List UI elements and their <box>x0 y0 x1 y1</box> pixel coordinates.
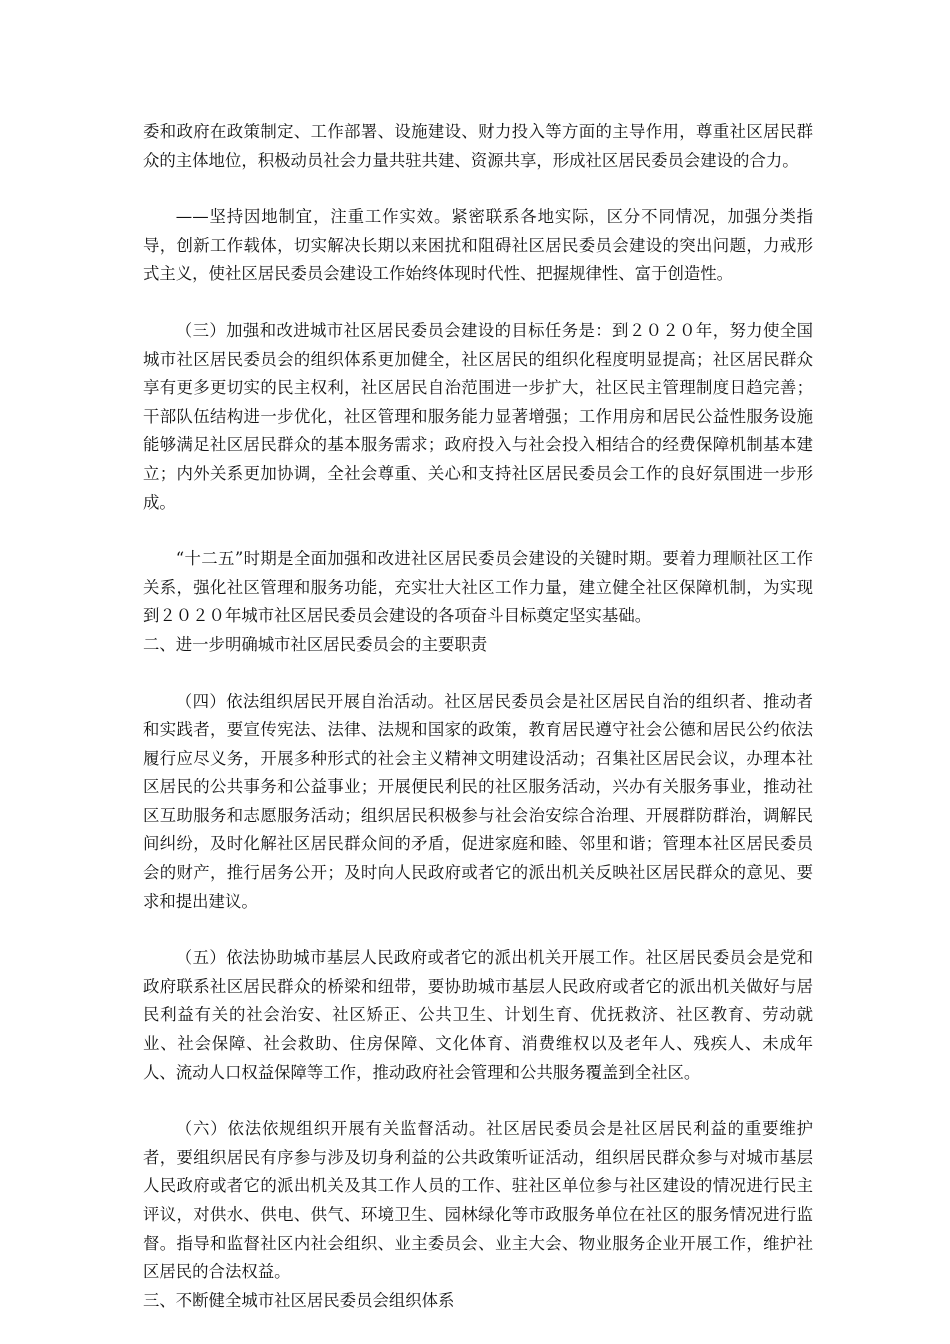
paragraph-continuation: 委和政府在政策制定、工作部署、设施建设、财力投入等方面的主导作用，尊重社区居民群众的主体地位，积极动员社会力量共驻共建、资源共享，形成社区居民委员会建设的合力。 <box>143 122 813 170</box>
paragraph-item-4: （四）依法组织居民开展自治活动。社区居民委员会是社区居民自治的组织者、推动者和实践者，要宣传宪法、法律、法规和国家的政策，教育居民遵守社会公德和居民公约依法履行应尽义务，开展多种形式的社会主义精神文明建设活动；召集社区居民会议，办理本社区居民的公共事务和公益事业；开展便民利民的社区服务活动，兴办有关服务事业，推动社区互助服务和志愿服务活动；组织居民积极参与社会治安综合治理、开展群防群治，调解民间纠纷，及时化解社区居民群众间的矛盾，促进家庭和睦、邻里和谐；管理本社区居民委员会的财产，推行居务公开；及时向人民政府或者它的派出机关反映社区居民群众的意见、要求和提出建议。 <box>143 691 813 911</box>
paragraph-twelfth-five-year: “十二五”时期是全面加强和改进社区居民委员会建设的关键时期。要着力理顺社区工作关系，强化社区管理和服务功能，充实壮大社区工作力量，建立健全社区保障机制，为实现到２０２０年城市社区居民委员会建设的各项奋斗目标奠定坚实基础。 <box>143 549 813 626</box>
document-page <box>143 118 813 1343</box>
section-heading-2: 二、进一步明确城市社区居民委员会的主要职责 <box>143 634 488 654</box>
paragraph-item-6: （六）依法依规组织开展有关监督活动。社区居民委员会是社区居民利益的重要维护者，要组织居民有序参与涉及切身利益的公共政策听证活动，组织居民群众参与对城市基层人民政府或者它的派出机关及其工作人员的工作、驻社区单位参与社区建设的情况进行民主评议，对供水、供电、供气、环境卫生、园林绿化等市政服务单位在社区的服务情况进行监督。指导和监督社区内社会组织、业主委员会、业主大会、物业服务企业开展工作，维护社区居民的合法权益。 <box>143 1119 813 1282</box>
paragraph-principle: ——坚持因地制宜，注重工作实效。紧密联系各地实际，区分不同情况，加强分类指导，创新工作载体，切实解决长期以来困扰和阻碍社区居民委员会建设的突出问题，力戒形式主义，使社区居民委员会建设工作始终体现时代性、把握规律性、富于创造性。 <box>143 207 813 284</box>
section-heading-3: 三、不断健全城市社区居民委员会组织体系 <box>143 1290 455 1310</box>
paragraph-goals: （三）加强和改进城市社区居民委员会建设的目标任务是：到２０２０年，努力使全国城市社区居民委员会的组织体系更加健全，社区居民的组织化程度明显提高；社区居民群众享有更多更切实的民主权利，社区居民自治范围进一步扩大，社区民主管理制度日趋完善；干部队伍结构进一步优化，社区管理和服务能力显著增强；工作用房和居民公益性服务设施能够满足社区居民群众的基本服务需求；政府投入与社会投入相结合的经费保障机制基本建立；内外关系更加协调，全社会尊重、关心和支持社区居民委员会工作的良好氛围进一步形成。 <box>143 320 813 512</box>
paragraph-item-5: （五）依法协助城市基层人民政府或者它的派出机关开展工作。社区居民委员会是党和政府联系社区居民群众的桥梁和纽带，要协助城市基层人民政府或者它的派出机关做好与居民利益有关的社会治安、社区矫正、公共卫生、计划生育、优抚救济、社区教育、劳动就业、社会保障、社会救助、住房保障、文化体育、消费维权以及老年人、残疾人、未成年人、流动人口权益保障等工作，推动政府社会管理和公共服务覆盖到全社区。 <box>143 948 813 1082</box>
